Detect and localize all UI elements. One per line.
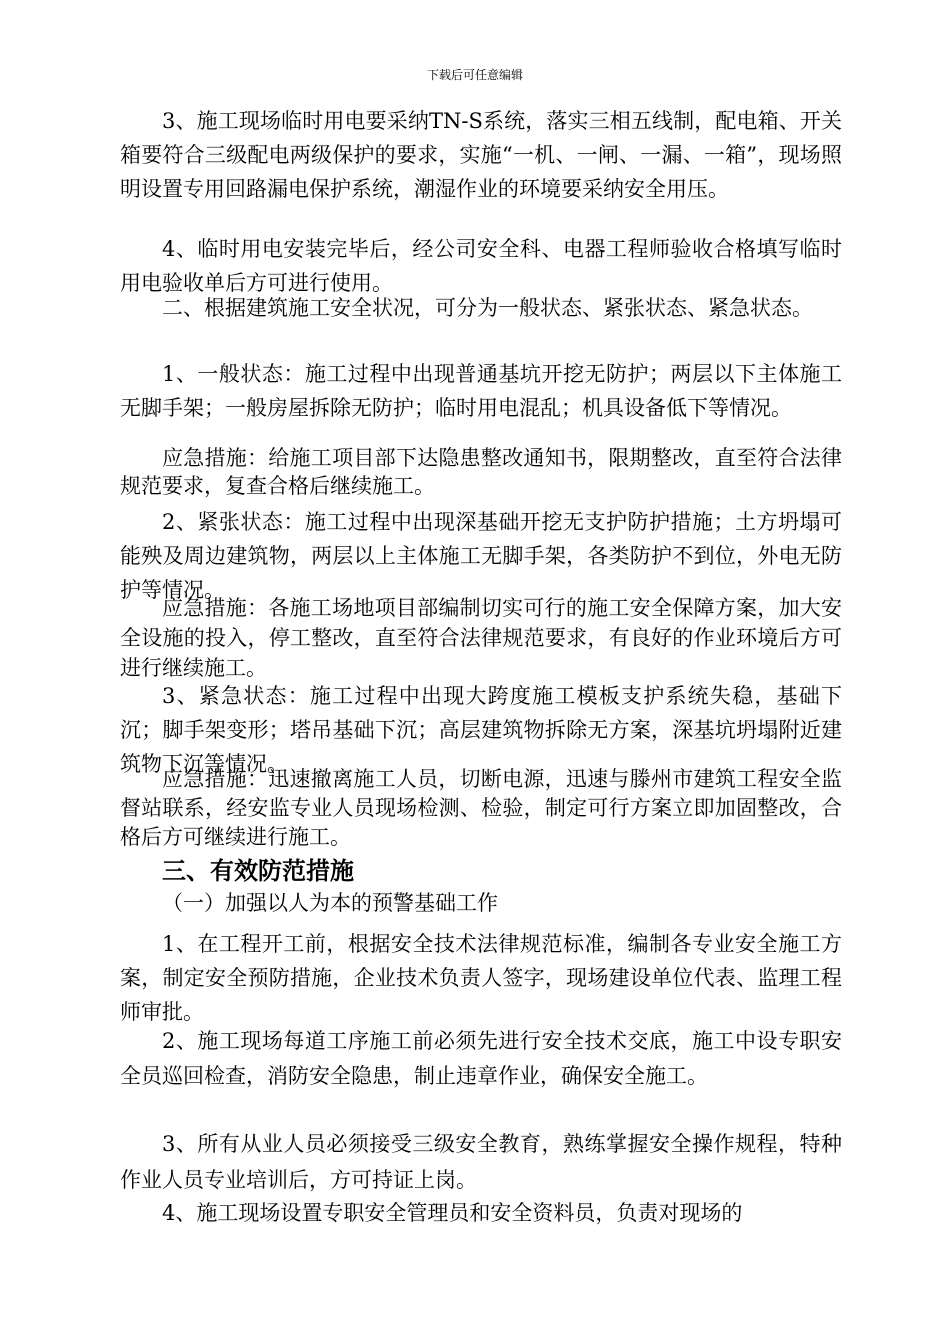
paragraph-safety-staff: 4、施工现场设置专职安全管理员和安全资料员，负责对现场的 xyxy=(162,1201,743,1225)
paragraph-tense-state: 2、紧张状态：施工过程中出现深基础开挖无支护防护措施；土方坍塌可能殃及周边建筑物，两层以上主体施工无脚手架，各类防护不到位，外电无防护等情况。 xyxy=(120,510,842,602)
paragraph-emergency-measures: 应急措施：迅速撤离施工人员，切断电源，迅速与滕州市建筑工程安全监督站联系，经安监专业人员现场检测、检验，制定可行方案立即加固整改，合格后方可继续进行施工。 xyxy=(120,767,842,849)
page-header-note: 下载后可任意编辑 xyxy=(426,68,523,82)
paragraph-emergency-state: 3、紧急状态：施工过程中出现大跨度施工模板支护系统失稳，基础下沉；脚手架变形；塔吊基础下沉；高层建筑物拆除无方案，深基坑坍塌附近建筑物下沉等情况。 xyxy=(120,684,842,776)
paragraph-technical-briefing: 2、施工现场每道工序施工前必须先进行安全技术交底，施工中设专职安全员巡回检查，消防安全隐患，制止违章作业，确保安全施工。 xyxy=(120,1029,842,1088)
paragraph-temporary-power: 3、施工现场临时用电要采纳TN-S系统，落实三相五线制，配电箱、开关箱要符合三级配电两级保护的要求，实施“一机、一闸、一漏、一箱”，现场照明设置专用回路漏电保护系统，潮湿作业的环境要采纳安全用压。 xyxy=(120,109,842,201)
paragraph-power-acceptance: 4、临时用电安装完毕后，经公司安全科、电器工程师验收合格填写临时用电验收单后方可进行使用。 xyxy=(120,237,842,295)
paragraph-pre-construction: 1、在工程开工前，根据安全技术法律规范标准，编制各专业安全施工方案，制定安全预防措施，企业技术负责人签字，现场建设单位代表、监理工程师审批。 xyxy=(120,932,842,1024)
paragraph-tense-measures: 应急措施：各施工场地项目部编制切实可行的施工安全保障方案，加大安全设施的投入，停工整改，直至符合法律规范要求，有良好的作业环境后方可进行继续施工。 xyxy=(120,596,842,680)
section-heading-3: 三、有效防范措施 xyxy=(162,857,354,885)
paragraph-general-state: 1、一般状态：施工过程中出现普通基坑开挖无防护；两层以下主体施工无脚手架；一般房屋拆除无防护；临时用电混乱；机具设备低下等情况。 xyxy=(120,362,842,420)
paragraph-safety-states: 二、根据建筑施工安全状况，可分为一般状态、紧张状态、紧急状态。 xyxy=(162,296,813,320)
subsection-heading-1: （一）加强以人为本的预警基础工作 xyxy=(162,891,498,915)
paragraph-general-measures: 应急措施：给施工项目部下达隐患整改通知书，限期整改，直至符合法律规范要求，复查合格后继续施工。 xyxy=(120,446,842,498)
paragraph-safety-education: 3、所有从业人员必须接受三级安全教育，熟练掌握安全操作规程，特种作业人员专业培训后，方可持证上岗。 xyxy=(120,1132,842,1192)
